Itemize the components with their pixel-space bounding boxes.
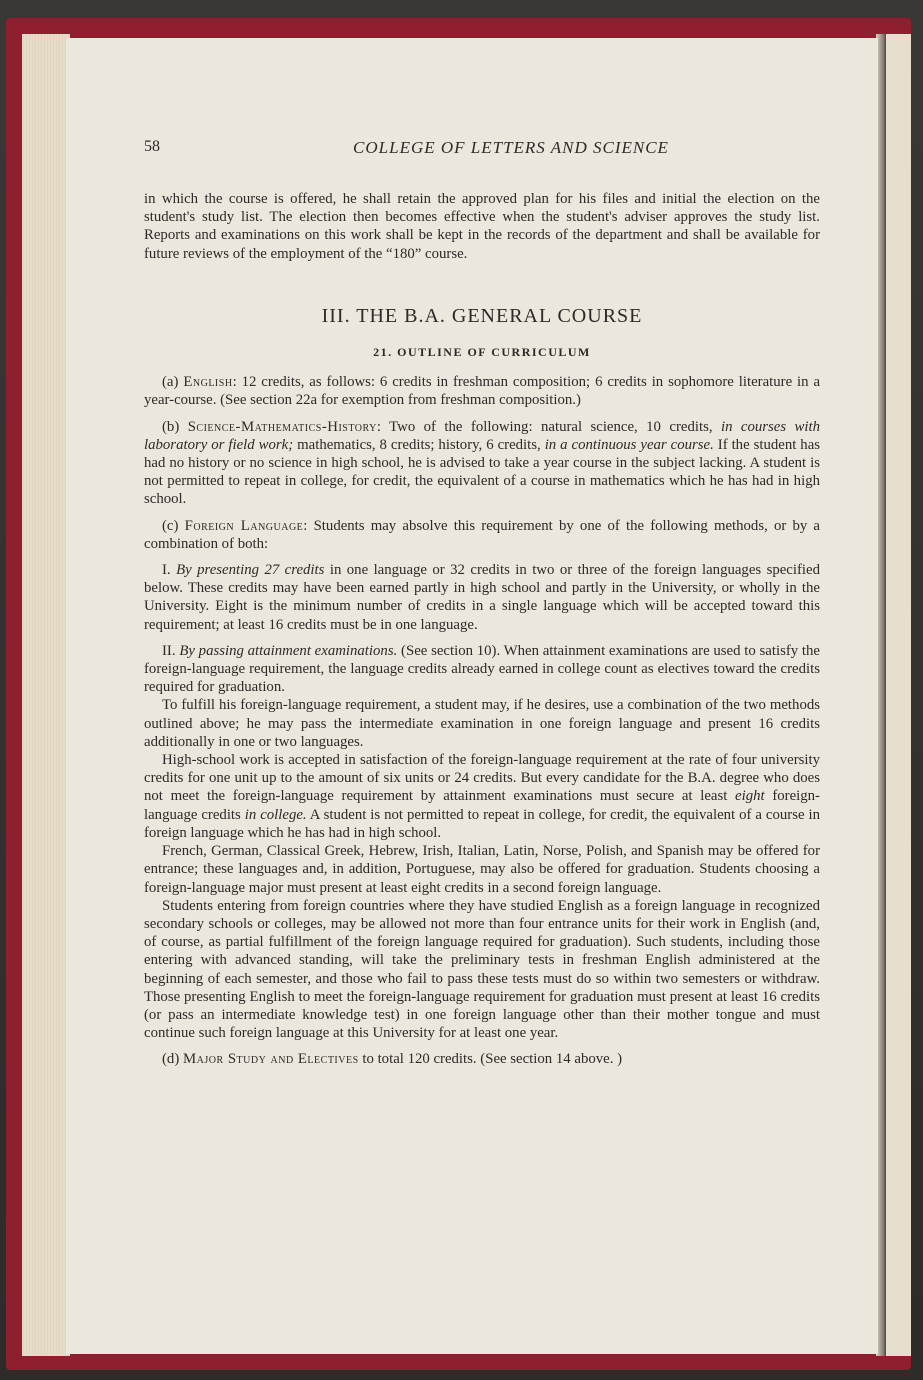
page-edges [22, 34, 70, 1356]
item-a-marker: (a) [162, 374, 179, 391]
item-b-marker: (b) [162, 418, 180, 435]
high-school-italic-2: in college. [244, 806, 307, 823]
item-b-sep: : [376, 418, 390, 435]
page-body [144, 190, 820, 1069]
method-1-italic: By presenting 27 credits [176, 562, 325, 579]
high-school-paragraph [144, 751, 820, 842]
item-c-sep: : [303, 517, 314, 534]
item-c-label: Foreign Language [184, 517, 304, 534]
item-a-label: English [183, 374, 233, 391]
high-school-text-2: foreign-language credits [144, 788, 820, 823]
method-2-paragraph [144, 642, 820, 697]
foreign-students-paragraph: Students entering from foreign countries where they have studied English as a foreign language in recognized secondary schools or colleges, may be allowed not more than four entrance units for their work in English (and, of course, as partial fulfillment of the foreign language required for graduation). Such students, including those entering with advanced standing, will take the preliminary tests in freshman English administered at the beginning of each semester, and those who fail to pass these tests must do so within two semesters or withdraw. Those presenting English to meet the foreign-language requirement for graduation must present at least 16 credits (or pass an intermediate knowledge test) in one foreign language other than their mother tongue and must continue such foreign language at this University for at least one year. [144, 897, 820, 1042]
item-d-text: to total 120 credits. (See section 14 above. ) [362, 1051, 623, 1068]
page-number: 58 [144, 138, 160, 155]
adjacent-page-edge [884, 34, 911, 1356]
item-b-text-1: Two of the following: natural science, 10 credits, [389, 418, 713, 435]
languages-paragraph: French, German, Classical Greek, Hebrew, Irish, Italian, Latin, Norse, Polish, and Spanish may be offered for entrance; these languages and, in addition, Portuguese, may also be offered for graduation. Students choosing a foreign-language major must present at least eight credits in a second foreign language. [144, 843, 820, 896]
item-b-italic-1: in courses with laboratory or field work; [144, 418, 821, 453]
method-1-numeral: I. [162, 562, 171, 579]
item-d-marker: (d) [162, 1051, 180, 1068]
section-title: III. THE B.A. GENERAL COURSE [321, 304, 643, 327]
high-school-italic-1: eight [735, 788, 765, 805]
item-a-text: 12 credits, as follows: 6 credits in freshman composition; 6 credits in sophomore literature in a year-course. (See section 22a for exemption from freshman composition.) [144, 374, 821, 409]
method-2-numeral: II. [162, 642, 176, 659]
item-b-italic-2: in a continuous year course. [544, 436, 714, 453]
item-b-text-2: mathematics, 8 credits; history, 6 credits, [297, 436, 541, 453]
section-subtitle: 21. OUTLINE OF CURRICULUM [373, 345, 591, 360]
method-2-text: (See section 10). When attainment examinations are used to satisfy the foreign-language requirement, the language credits already earned in college count as electives toward the credits required for graduation. [144, 642, 820, 696]
book-page [66, 38, 878, 1354]
item-c-foreign-language [144, 517, 820, 553]
item-b-science [144, 418, 820, 509]
high-school-text-3: A student is not permitted to repeat in college, for credit, the equivalent of a course in foreign language which he has had in high school. [144, 806, 820, 841]
high-school-text-1: High-school work is accepted in satisfaction of the foreign-language requirement at the rate of four university credits for one unit up to the amount of six units or 24 credits. But every candidate for the B.A. degree who does not meet the foreign-language requirement by attainment examinations must secure at least [144, 752, 820, 805]
item-b-text-3: If the student has had no history or no science in high school, he is advised to take a year course in the subject lacking. A student is not permitted to repeat in college, for credit, the equivalent of a course in mathematics which he has had in high school. [144, 436, 821, 508]
fulfill-paragraph: To fulfill his foreign-language requirement, a student may, if he desires, use a combination of the two methods outlined above; he may pass the intermediate examination in one foreign language and present 16 credits additionally in one or two languages. [144, 697, 820, 750]
method-1-paragraph [144, 561, 820, 634]
intro-paragraph: in which the course is offered, he shall retain the approved plan for his files and initial the election on the student's study list. The election then becomes effective when the student's adviser approves the study list. Reports and examinations on this work shall be kept in the records of the department and shall be available for future reviews of the employment of the “180” course. [144, 191, 820, 262]
item-a-sep: : [232, 374, 242, 391]
item-d-major-study [144, 1050, 820, 1068]
method-1-text: in one language or 32 credits in two or three of the foreign languages specified below. These credits may have been earned partly in high school and partly in the University, or wholly in the University. Eight is the minimum number of credits in a single language which will be accepted toward this requirement; at least 16 credits must be in one language. [144, 562, 820, 633]
item-d-label: Major Study and Electives [182, 1051, 359, 1068]
running-title: COLLEGE OF LETTERS AND SCIENCE [353, 138, 669, 157]
item-b-label: Science-Mathematics-History [187, 418, 377, 435]
page-header [144, 138, 878, 162]
item-a-english [144, 373, 820, 409]
item-c-marker: (c) [162, 517, 179, 534]
item-c-text: Students may absolve this requirement by one of the following methods, or by a combination of both: [144, 517, 820, 552]
method-2-italic: By passing attainment examinations. [179, 642, 398, 659]
